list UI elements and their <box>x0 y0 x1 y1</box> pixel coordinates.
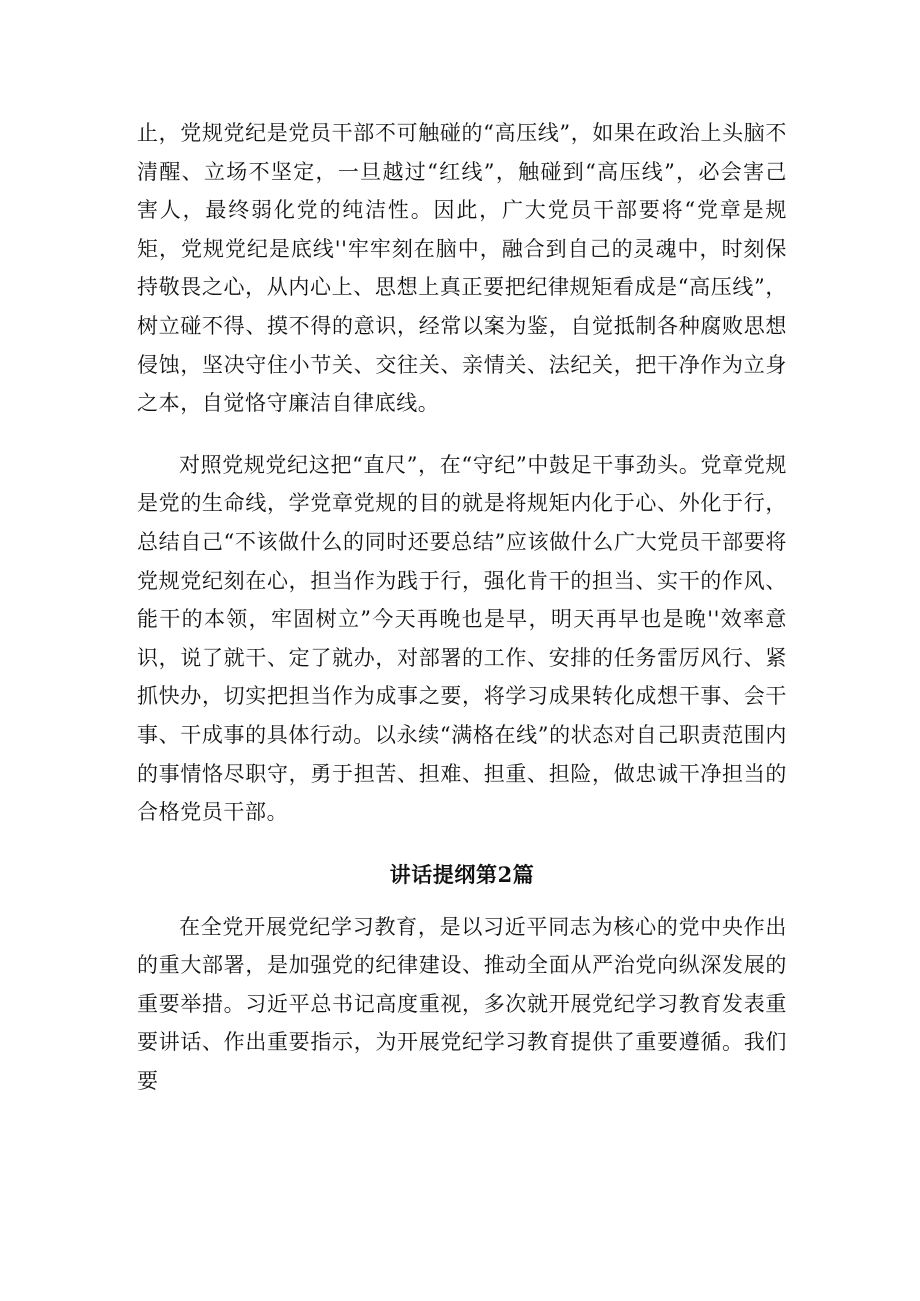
body-paragraph: 对照党规党纪这把“直尺”，在“守纪”中鼓足干事劲头。党章党规是党的生命线，学党章党规的目的就是将规矩内化于心、外化于行，总结自己“不该做什么的同时还要总结”应该做什么广大党员干部要将党规党纪刻在心，担当作为践于行，强化肯干的担当、实干的作风、能干的本领，牢固树立”今天再晚也是早，明天再早也是晚''效率意识，说了就干、定了就办，对部署的工作、安排的任务雷厉风行、紧抓快办，切实把担当作为成事之要，将学习成果转化成想干事、会干事、干成事的具体行动。以永续“满格在线”的状态对自己职责范围内的事情恪尽职守，勇于担苦、担难、担重、担险，做忠诚干净担当的合格党员干部。 <box>137 452 787 825</box>
document-body <box>137 114 787 1101</box>
section-heading: 讲话提纲第2篇 <box>389 861 535 887</box>
body-paragraph: 止，党规党纪是党员干部不可触碰的“高压线”，如果在政治上头脑不清醒、立场不坚定，一旦越过“红线”，触碰到“高压线”，必会害己害人，最终弱化党的纯洁性。因此，广大党员干部要将“党章是规矩，党规党纪是底线''牢牢刻在脑中，融合到自己的灵魂中，时刻保持敬畏之心，从内心上、思想上真正要把纪律规矩看成是“高压线”，树立碰不得、摸不得的意识，经常以案为鉴，自觉抵制各种腐败思想侵蚀，坚决守住小节关、交往关、亲情关、法纪关，把干净作为立身之本，自觉恪守廉洁自律底线。 <box>137 121 787 416</box>
body-paragraph: 在全党开展党纪学习教育，是以习近平同志为核心的党中央作出的重大部署，是加强党的纪律建设、推动全面从严治党向纵深发展的重要举措。习近平总书记高度重视，多次就开展党纪学习教育发表重要讲话、作出重要指示，为开展党纪学习教育提供了重要遵循。我们要 <box>137 914 787 1094</box>
